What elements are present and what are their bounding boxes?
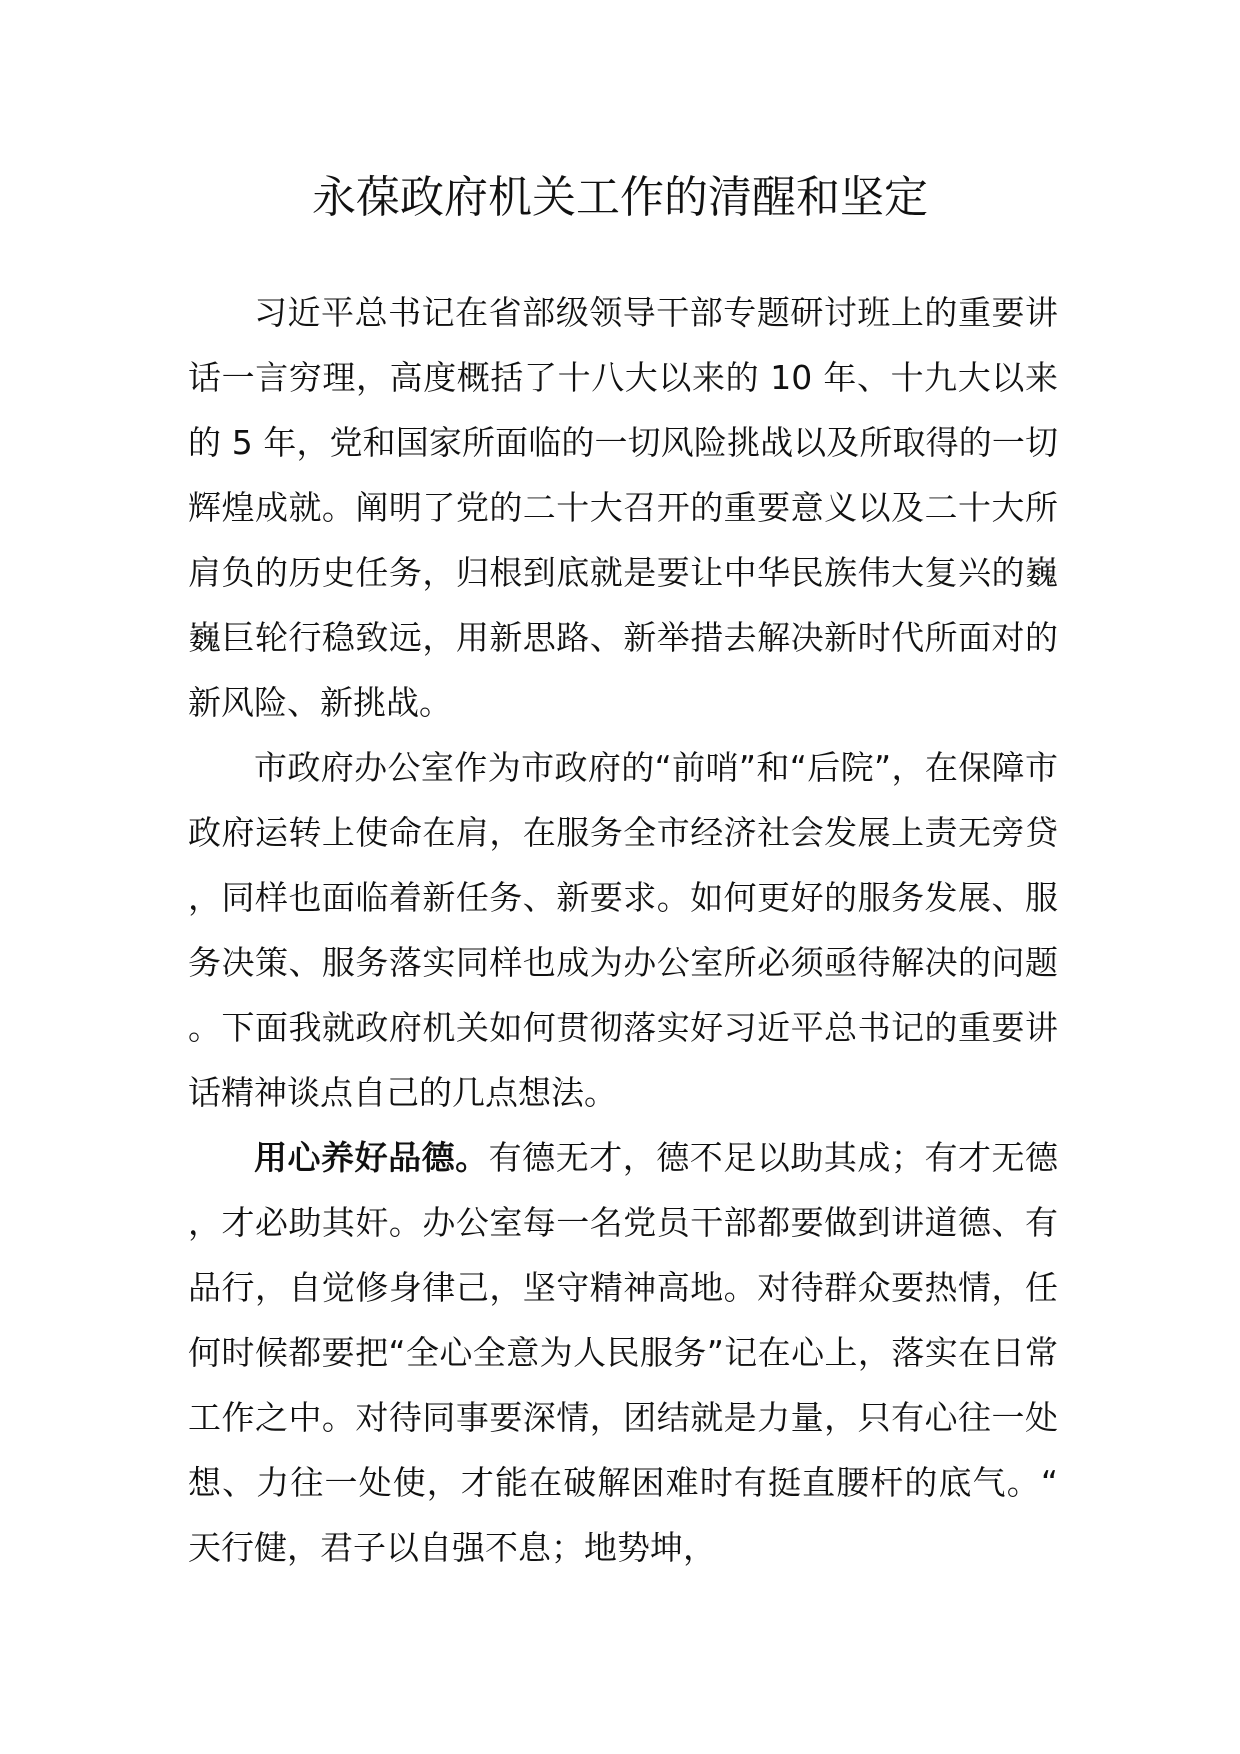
paragraph-2-text: 市政府办公室作为市政府的“前哨”和“后院”，在保障市政府运转上使命在肩，在服务全市经济社会发展上责无旁贷，同样也面临着新任务、新要求。如何更好的服务发展、服务决策、服务落实同样也成为办公室所必须亟待解决的问题。下面我就政府机关如何贯彻落实好习近平总书记的重要讲话精神谈点自己的几点想法。	[188, 748, 1058, 1112]
document-body	[188, 280, 1058, 1580]
document-title: 永葆政府机关工作的清醒和坚定	[312, 172, 928, 223]
paragraph-2	[188, 735, 1058, 1125]
paragraph-3-text: 有德无才，德不足以助其成；有才无德，才必助其奸。办公室每一名党员干部都要做到讲道德、有品行，自觉修身律己，坚守精神高地。对待群众要热情，任何时候都要把“全心全意为人民服务”记在心上，落实在日常工作之中。对待同事要深情，团结就是力量，只有心往一处想、力往一处使，才能在破解困难时有挺直腰杆的底气。“天行健，君子以自强不息；地势坤，	[188, 1138, 1059, 1567]
paragraph-1	[188, 280, 1058, 735]
paragraph-1-text: 习近平总书记在省部级领导干部专题研讨班上的重要讲话一言穷理，高度概括了十八大以来的 10 年、十九大以来的 5 年，党和国家所面临的一切风险挑战以及所取得的一切辉煌成就。阐明了党的二十大召开的重要意义以及二十大所肩负的历史任务，归根到底就是要让中华民族伟大复兴的巍巍巨轮行稳致远，用新思路、新举措去解决新时代所面对的新风险、新挑战。	[188, 293, 1058, 722]
paragraph-3	[188, 1125, 1058, 1580]
paragraph-3-lead: 用心养好品德。	[254, 1138, 489, 1177]
